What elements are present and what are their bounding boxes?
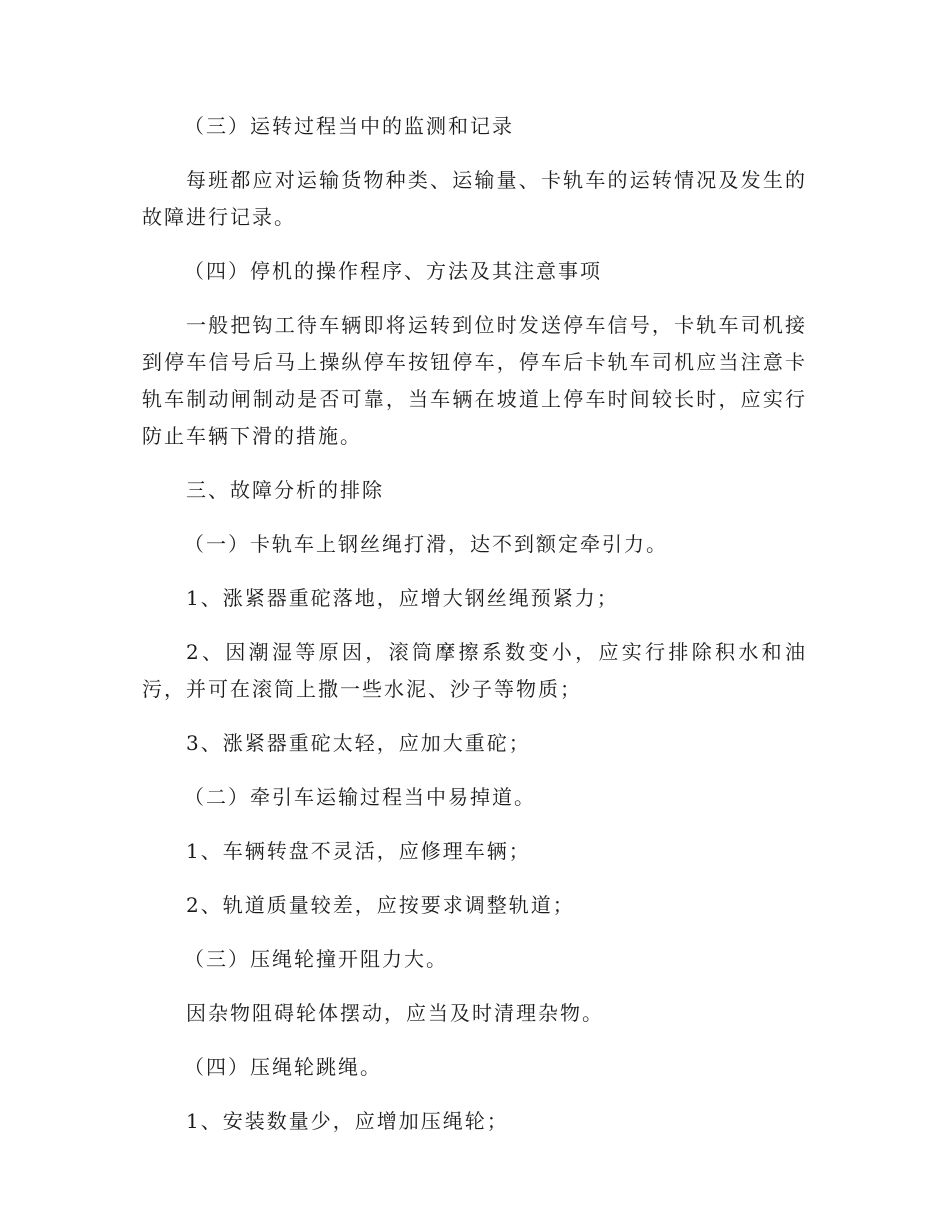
section-heading-monitoring: （三）运转过程当中的监测和记录 — [184, 114, 514, 138]
list-item: 2、因潮湿等原因，滚筒摩擦系数变小，应实行排除积水和油污，并可在滚筒上撒一些水泥、沙子等物质； — [142, 640, 807, 701]
chapter-heading-fault-analysis: 三、故障分析的排除 — [186, 478, 384, 502]
fault-heading-derail: （二）牵引车运输过程当中易掉道。 — [184, 785, 536, 809]
list-item: 3、涨紧器重砣太轻，应加大重砣； — [186, 731, 531, 755]
paragraph-recording: 每班都应对运输货物种类、运输量、卡轨车的运转情况及发生的故障进行记录。 — [142, 168, 807, 229]
list-item: 1、车辆转盘不灵活，应修理车辆； — [186, 839, 531, 863]
document-body — [142, 108, 807, 1157]
fault-heading-pressure-wheel-resistance: （三）压绳轮撞开阻力大。 — [184, 947, 448, 971]
paragraph-clear-debris: 因杂物阻碍轮体摆动，应当及时清理杂物。 — [186, 1001, 604, 1025]
paragraph-shutdown-procedure: 一般把钩工待车辆即将运转到位时发送停车信号，卡轨车司机接到停车信号后马上操纵停车按钮停车，停车后卡轨车司机应当注意卡轨车制动闸制动是否可靠，当车辆在坡道上停车时间较长时，应实行防止车辆下滑的措施。 — [142, 313, 807, 448]
fault-heading-rope-jump: （四）压绳轮跳绳。 — [184, 1055, 382, 1079]
fault-heading-rope-slip: （一）卡轨车上钢丝绳打滑，达不到额定牵引力。 — [184, 532, 668, 556]
list-item: 2、轨道质量较差，应按要求调整轨道； — [186, 893, 575, 917]
list-item: 1、涨紧器重砣落地，应增大钢丝绳预紧力； — [186, 586, 619, 610]
section-heading-shutdown: （四）停机的操作程序、方法及其注意事项 — [184, 259, 602, 283]
list-item: 1、安装数量少，应增加压绳轮； — [186, 1109, 509, 1133]
